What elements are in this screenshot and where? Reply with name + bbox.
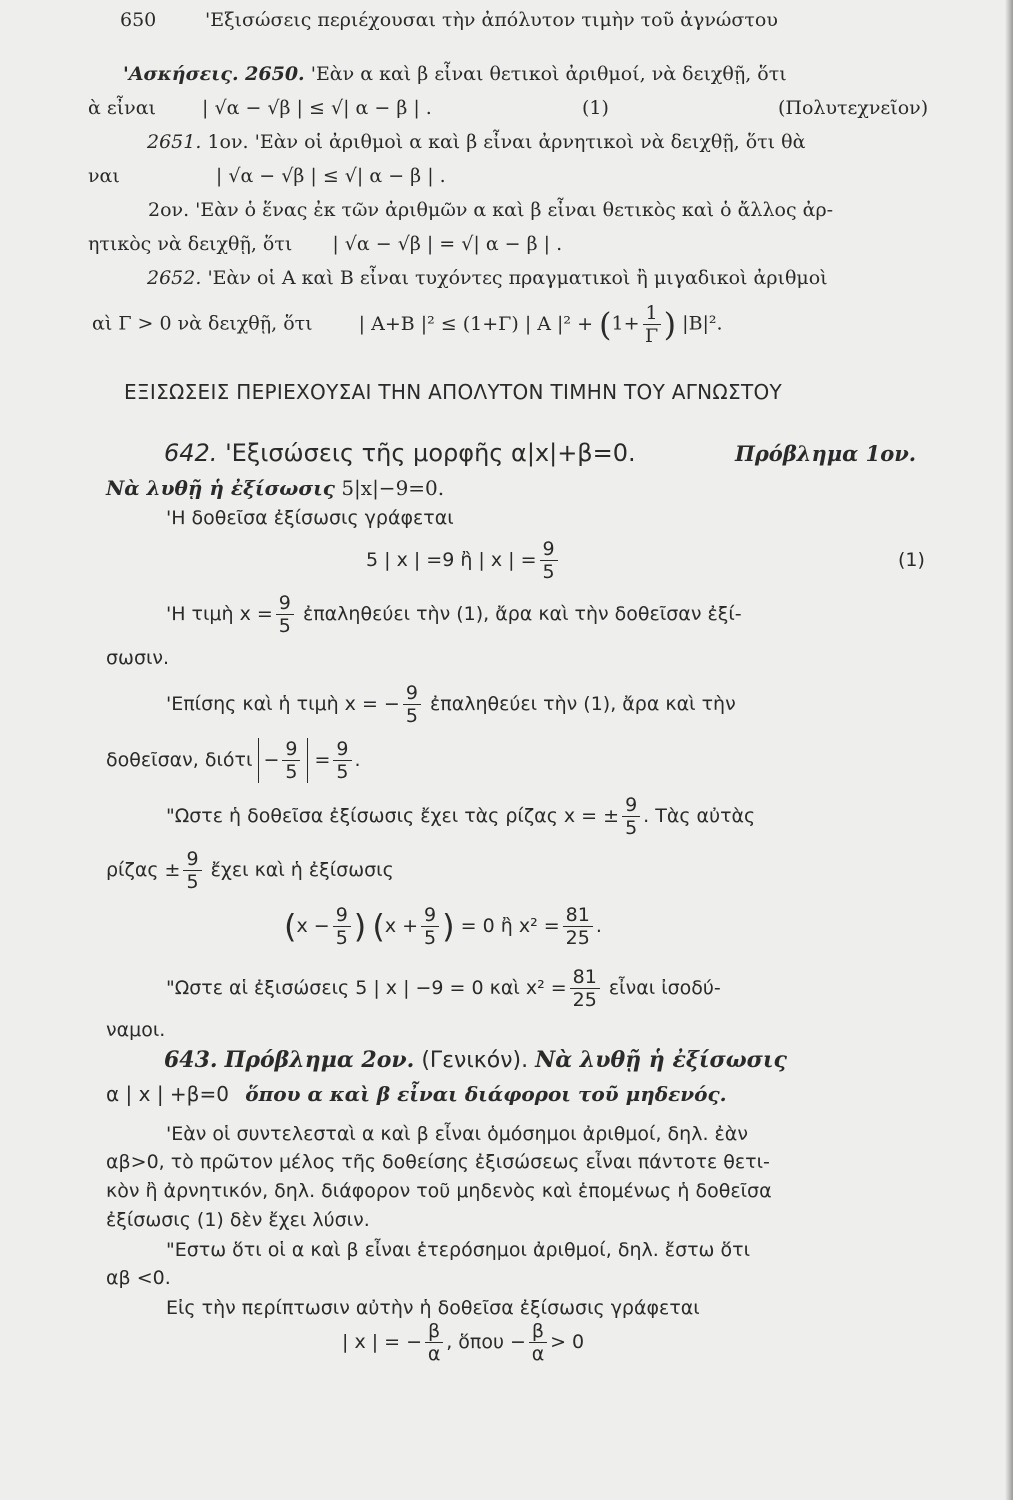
- equals-sign: =: [314, 749, 331, 771]
- exercise-2652-label: 2652.: [147, 267, 202, 289]
- exercise-2650-lead: ὰ εἶναι: [88, 97, 156, 119]
- paragraph-line-6: αβ <0.: [106, 1267, 171, 1289]
- exercise-2650-formula: | √α − √β | ≤ √| α − β | .: [202, 97, 432, 119]
- numerator: 1: [643, 302, 661, 325]
- numerator: 9: [333, 904, 351, 927]
- paragraph-line-3: κὸν ἢ ἀρνητικόν, δηλ. διάφορον τοῦ μηδενὸς καὶ ἑπομένως ἡ δοθεῖσα: [106, 1180, 772, 1202]
- exercise-2651-formula: | √α − √β | ≤ √| α − β | .: [215, 165, 446, 187]
- equation-1-fraction: [540, 538, 558, 583]
- section-643-number: 643.: [164, 1047, 218, 1073]
- eq2-fraction-2: [421, 904, 439, 949]
- eq643-part-c: > 0: [550, 1331, 585, 1353]
- denominator: 25: [572, 989, 597, 1011]
- problem-2-condition: ὅπου α καὶ β εἶναι διάφοροι τοῦ μηδενός.: [245, 1082, 727, 1106]
- numerator: 9: [183, 848, 201, 871]
- same-roots-fraction: [183, 848, 201, 893]
- abs-fraction: [282, 738, 300, 783]
- equivalence-fraction: [570, 966, 600, 1011]
- because-line: [106, 738, 361, 783]
- exercise-2651-part2-formula-line: [88, 232, 562, 256]
- section-642-number: 642.: [164, 439, 218, 467]
- problem-2-task: Νὰ λυθῇ ἡ ἐξίσωσις: [535, 1047, 787, 1073]
- roots-line: [166, 794, 755, 839]
- denominator: 5: [625, 817, 638, 839]
- equivalence-line: [166, 966, 721, 1011]
- problem-1-label: Πρόβλημα 1ον.: [735, 441, 917, 466]
- exercise-2651: [147, 130, 805, 154]
- section-title: ΕΞΙΣΩΣΕΙΣ ΠΕΡΙΕΧΟΥΣΑΙ ΤΗΝ ΑΠΟΛΥΤΟΝ ΤΙΜΗΝ ΤΟΥ ΑΓΝΩΣΤΟΥ: [124, 380, 783, 404]
- eq2-part-c: = 0 ἢ x² =: [460, 915, 560, 937]
- denominator: 5: [335, 927, 348, 949]
- exercise-2651-label: 2651.: [147, 131, 202, 153]
- paragraph-line-7: Εἰς τὴν περίπτωσιν αὐτὴν ἡ δοθεῖσα ἐξίσωσις γράφεται: [166, 1297, 700, 1319]
- minus-sign: −: [263, 749, 280, 771]
- numerator: 9: [403, 682, 421, 705]
- numerator: 9: [540, 538, 558, 561]
- numerator: 9: [622, 794, 640, 817]
- exercise-2651-part2-formula: | √α − √β | = √| α − β | .: [332, 233, 563, 255]
- exercise-2651-part2: 2ον. 'Εὰν ὁ ἕνας ἐκ τῶν ἀριθμῶν α καὶ β εἶναι θετικὸς καὶ ὁ ἄλλος ἀρ-: [148, 199, 834, 221]
- problem-1-task: [106, 476, 444, 500]
- section-642-heading: [164, 438, 636, 468]
- given-equation-line: 'Η δοθεῖσα ἐξίσωσις γράφεται: [166, 507, 454, 529]
- exercise-2650-text: 'Εὰν α καὶ β εἶναι θετικοὶ ἀριθμοί, νὰ δειχθῇ, ὅτι: [310, 63, 787, 85]
- exercise-2651-part2-lead: ητικὸς νὰ δειχθῇ, ὅτι: [88, 233, 293, 255]
- eq643-fraction-1: [425, 1320, 443, 1365]
- numerator: 9: [282, 738, 300, 761]
- equation-643: [342, 1320, 584, 1365]
- equivalence-text: "Ωστε αἱ ἐξισώσεις 5 | x | −9 = 0 καὶ x² =: [166, 977, 567, 999]
- numerator: 81: [563, 904, 593, 927]
- page-number: 650: [120, 9, 157, 31]
- same-roots-text: ρίζας ±: [106, 859, 181, 881]
- exercise-2651-formula-line: [88, 164, 446, 188]
- general-label: (Γενικόν).: [421, 1048, 529, 1073]
- exercise-2652-formula-left: | Α+Β |² ≤ (1+Γ) | Α |² +: [358, 312, 593, 335]
- value-check-line: [166, 592, 742, 637]
- continuation-line-2: ναμοι.: [106, 1019, 166, 1041]
- exercise-2652: [147, 266, 828, 290]
- equivalence-text-2: εἶναι ἰσοδύ-: [608, 977, 721, 999]
- exercise-2651-text: 1ον. 'Εὰν οἱ ἀριθμοὶ α καὶ β εἶναι ἀρνητικοὶ νὰ δειχθῇ, ὅτι θὰ: [207, 131, 806, 153]
- exercise-2650-label: 'Ασκήσεις. 2650.: [123, 63, 305, 85]
- numerator: β: [425, 1320, 443, 1343]
- denominator: 25: [565, 927, 590, 949]
- open-paren: (: [372, 907, 385, 946]
- value-check-text-2: ἐπαληθεύει τὴν (1), ἄρα καὶ τὴν δοθεῖσαν ἐξί-: [302, 603, 742, 625]
- denominator: Γ: [645, 325, 659, 347]
- denominator: 5: [424, 927, 437, 949]
- exercise-2652-formula-right: |Β|².: [682, 312, 723, 335]
- eq643-part-a: | x | = −: [342, 1331, 423, 1353]
- close-paren: ): [353, 907, 367, 946]
- denominator: 5: [278, 615, 291, 637]
- equation-2: [284, 904, 602, 949]
- period: .: [595, 915, 602, 937]
- value-check-text: 'Η τιμὴ x =: [166, 603, 273, 625]
- exercise-2652-one: 1+: [611, 312, 640, 335]
- close-paren: ): [442, 907, 455, 946]
- eq643-fraction-2: [529, 1320, 547, 1365]
- numerator: β: [529, 1320, 547, 1343]
- problem-1-equation: 5|x|−9=0.: [341, 476, 445, 500]
- absolute-value: [258, 738, 308, 783]
- denominator: α: [531, 1343, 545, 1365]
- value-fraction: [276, 592, 294, 637]
- exercise-2651-lead: ναι: [88, 165, 120, 187]
- exercise-2652-formula-line: [92, 302, 723, 347]
- roots-fraction: [622, 794, 640, 839]
- page-edge-shadow: [1005, 0, 1013, 1500]
- period: .: [354, 749, 361, 771]
- equation-1-number: (1): [898, 549, 925, 571]
- exercise-2652-lead: αὶ Γ > 0 νὰ δειχθῇ, ὅτι: [92, 312, 313, 335]
- exercise-2650-number: (1): [582, 97, 609, 119]
- denominator: 5: [186, 871, 199, 893]
- problem-2-statement: [106, 1082, 727, 1106]
- eq2-fraction-3: [563, 904, 593, 949]
- section-642-title: 'Εξισώσεις τῆς μορφῆς α|x|+β=0.: [225, 439, 636, 467]
- eq2-part-a: x −: [296, 915, 330, 937]
- exercise-2650-formula-line: [88, 96, 432, 120]
- eq2-part-b: x +: [384, 915, 419, 937]
- paragraph-line-2: αβ>0, τὸ πρῶτον μέλος τῆς δοθείσης ἐξισώσεως εἶναι πάντοτε θετι-: [106, 1151, 770, 1173]
- denominator: α: [427, 1343, 441, 1365]
- problem-2-equation: α | x | +β=0: [106, 1082, 229, 1106]
- problem-1-task-prefix: Νὰ λυθῇ ἡ ἐξίσωσις: [106, 476, 335, 500]
- denominator: 5: [542, 561, 555, 583]
- equation-1-left: 5 | x | =9 ἢ | x | =: [366, 549, 537, 571]
- continuation-line: σωσιν.: [106, 647, 170, 669]
- denominator: 5: [285, 761, 298, 783]
- exercise-2650: [123, 62, 787, 86]
- negative-value-text-2: ἐπαληθεύει τὴν (1), ἄρα καὶ τὴν: [430, 693, 736, 715]
- same-roots-text-2: ἔχει καὶ ἡ ἐξίσωσις: [210, 859, 394, 881]
- eq2-fraction-1: [333, 904, 351, 949]
- paragraph-line-4: ἐξίσωσις (1) δὲν ἔχει λύσιν.: [106, 1209, 370, 1231]
- equation-1: [366, 538, 561, 583]
- numerator: 9: [276, 592, 294, 615]
- numerator: 9: [421, 904, 439, 927]
- negative-value-fraction: [403, 682, 421, 727]
- open-paren: (: [284, 907, 297, 946]
- numerator: 81: [570, 966, 600, 989]
- negative-value-text: 'Επίσης καὶ ἡ τιμὴ x = −: [166, 693, 400, 715]
- problem-2-label: Πρόβλημα 2ον.: [224, 1047, 415, 1073]
- roots-text-2: . Τὰς αὐτὰς: [643, 805, 756, 827]
- because-text: δοθεῖσαν, διότι: [106, 749, 253, 771]
- paragraph-line-1: 'Εὰν οἱ συντελεσταὶ α καὶ β εἶναι ὁμόσημοι ἀριθμοί, δηλ. ἐὰν: [166, 1123, 748, 1145]
- same-roots-line: [106, 848, 394, 893]
- exercise-2652-text: 'Εὰν οἱ Α καὶ Β εἶναι τυχόντες πραγματικοὶ ἢ μιγαδικοὶ ἀριθμοὶ: [207, 267, 828, 289]
- running-title: 'Εξισώσεις περιέχουσαι τὴν ἀπόλυτον τιμὴν τοῦ ἀγνώστου: [205, 9, 778, 31]
- result-fraction: [333, 738, 351, 783]
- eq643-part-b: , ὅπου −: [446, 1331, 526, 1353]
- open-paren: (: [599, 305, 612, 344]
- denominator: 5: [405, 705, 418, 727]
- roots-text: "Ωστε ἡ δοθεῖσα ἐξίσωσις ἔχει τὰς ρίζας x = ±: [166, 805, 620, 827]
- exercise-2652-fraction: [643, 302, 661, 347]
- section-643-heading: [164, 1046, 787, 1075]
- paragraph-line-5: "Εστω ὅτι οἱ α καὶ β εἶναι ἑτερόσημοι ἀριθμοί, δηλ. ἔστω ὅτι: [166, 1239, 750, 1261]
- exercise-2650-source: (Πολυτεχνεῖον): [778, 97, 929, 119]
- numerator: 9: [333, 738, 351, 761]
- close-paren: ): [663, 305, 677, 344]
- negative-value-line: [166, 682, 736, 727]
- denominator: 5: [336, 761, 349, 783]
